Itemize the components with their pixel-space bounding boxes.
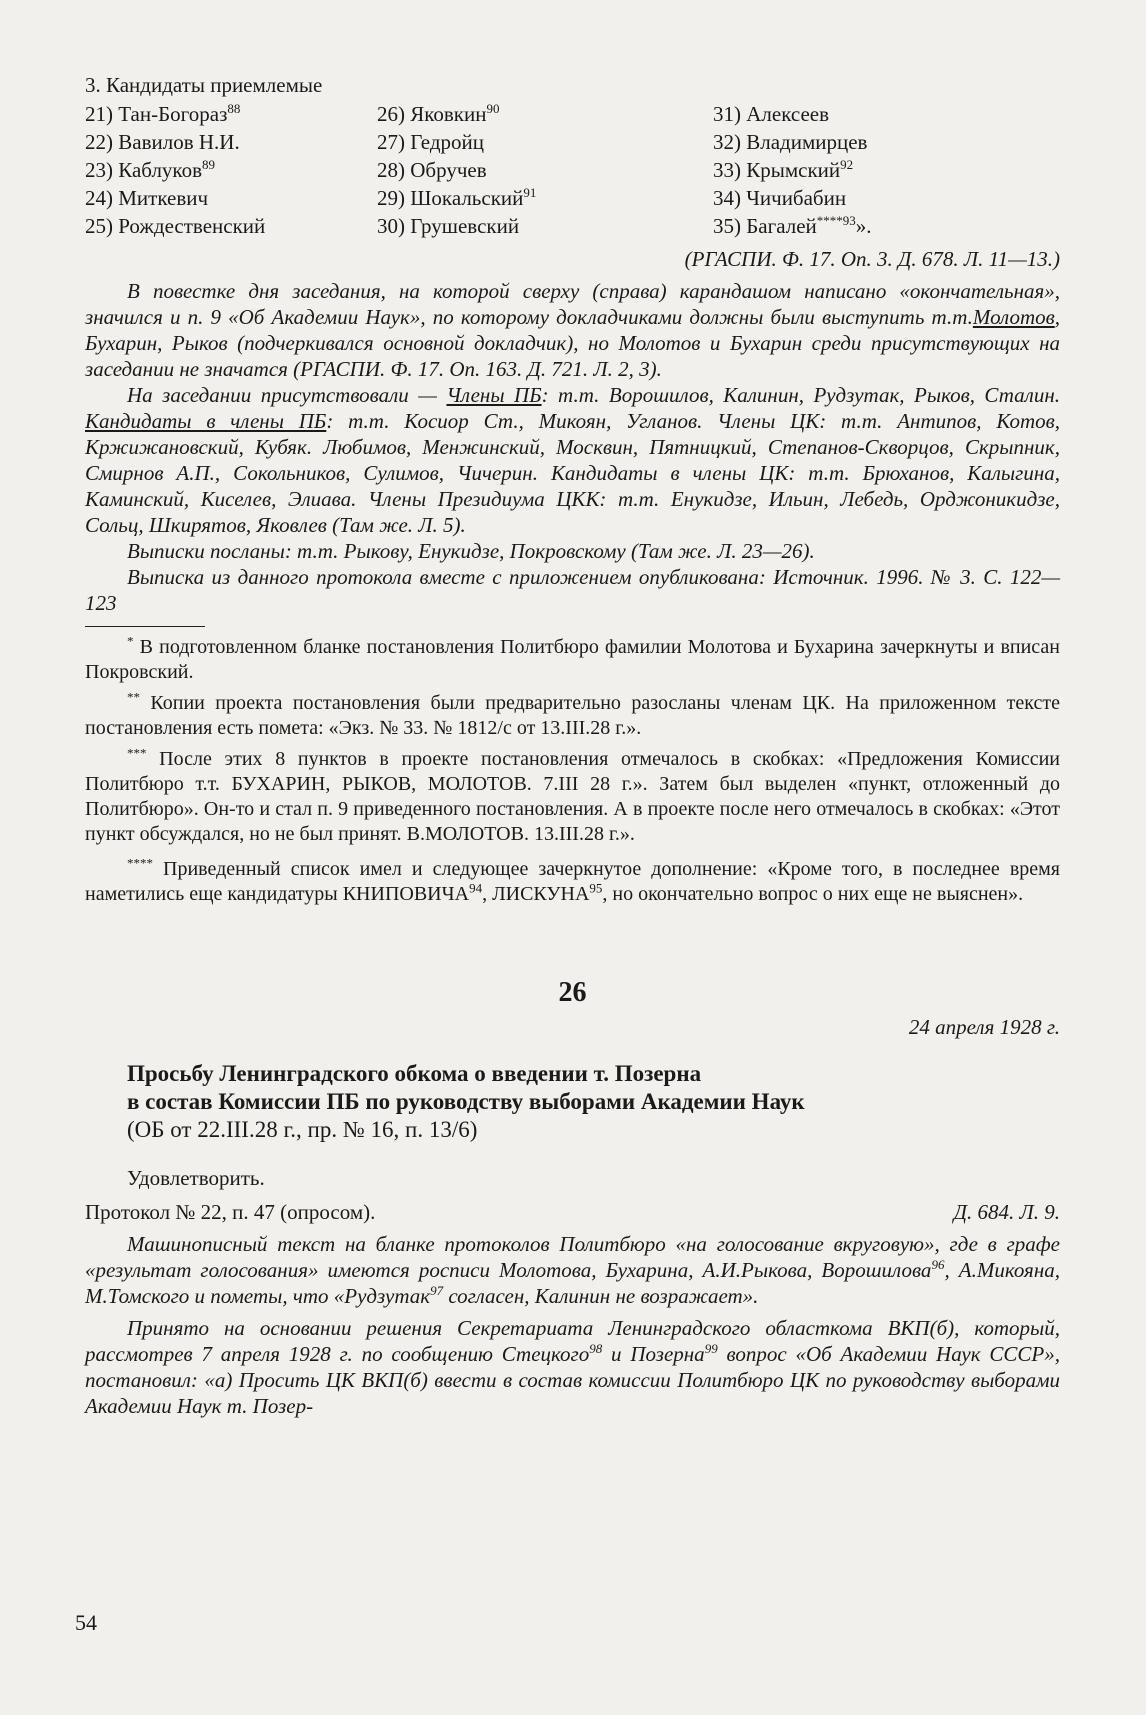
candidate-28: 28) Обручев: [377, 158, 487, 182]
footnote-4: **** Приведенный список имел и следующее зачеркнутое дополнение: «Кроме того, в последнее время наметились еще кандидатуры КНИПОВИЧА$^{94}$, ЛИСКУНА$^{95}$, но окончательно вопрос о них еще не выяснен».: [85, 855, 1060, 905]
footnote-1: * В подготовленном бланке постановления Политбюро фамилии Молотова и Бухарина зачеркнуты и вписан Покровский.: [85, 633, 1060, 683]
candidate-33: 33) Крымский$^{92}$: [713, 157, 854, 182]
comment-typescript: Машинописный текст на бланке протоколов Политбюро «на голосование вкруговую», где в графе «результат голосования» имеются росписи Молотова, Бухарина, А.И.Рыкова, Ворошилова$^{96}$, А.Микояна, М.Томского и пометы, что «Рудзутак$^{97}$ согласен, Калинин не возражает».: [85, 1232, 1060, 1308]
candidate-24: 24) Миткевич: [85, 186, 209, 210]
document-title-line2: в состав Комиссии ПБ по руководству выборами Академии Наук: [127, 1089, 805, 1114]
page-number: 54: [75, 1610, 97, 1635]
candidate-30: 30) Грушевский: [377, 214, 520, 238]
comment-basis: Принято на основании решения Секретариата Ленинградского областкома ВКП(б), который, рассмотрев 7 апреля 1928 г. по сообщению Стецкого$^{98}$ и Позерна$^{99}$ вопрос «Об Академии Наук СССР», постановил: «а) Просить ЦК ВКП(б) ввести в состав комиссии Политбюро ЦК по руководству выборами Академии Наук т. Позер-: [85, 1316, 1060, 1418]
document-page: [85, 72, 1060, 1419]
candidate-32: 32) Владимирцев: [713, 130, 868, 154]
candidate-31: 31) Алексеев: [713, 102, 830, 126]
document-date: 24 апреля 1928 г.: [908, 1015, 1060, 1039]
document-title-line1: Просьбу Ленинградского обкома о введении т. Позерна: [127, 1061, 702, 1086]
document-number: 26: [558, 977, 587, 1008]
footnote-3: *** После этих 8 пунктов в проекте постановления отмечалось в скобках: «Предложения Комиссии Политбюро т.т. БУХАРИН, РЫКОВ, МОЛОТОВ. 7.III 28 г.». Затем был выделен «пункт, отложенный до Политбюро». Он-то и стал п. 9 приведенного постановления. А в проекте после него отмечалось в скобках: «Этот пункт обсуждался, но не был принят. В.МОЛОТОВ. 13.III.28 г.».: [85, 745, 1061, 845]
candidate-35: 35) Багалей$^{****93}$».: [713, 213, 872, 238]
candidates-list: [85, 100, 1060, 240]
candidate-27: 27) Гедройц: [377, 130, 484, 154]
protocol-text: Протокол № 22, п. 47 (опросом).: [85, 1200, 376, 1224]
source-reference: (РГАСПИ. Ф. 17. Оп. 3. Д. 678. Л. 11—13.): [684, 247, 1060, 271]
footnote-2: ** Копии проекта постановления были предварительно разосланы членам ЦК. На приложенном тексте постановления есть помета: «Экз. № 33. № 1812/с от 13.III.28 г.».: [85, 689, 1061, 739]
document-title-sub: (ОБ от 22.III.28 г., пр. № 16, п. 13/6): [127, 1117, 478, 1142]
candidates-heading: 3. Кандидаты приемлемые: [85, 73, 323, 97]
note-publication: Выписка из данного протокола вместе с приложением опубликована: Источник. 1996. № 3. С. 122—123: [85, 565, 1060, 615]
candidate-26: 26) Яковкин$^{90}$: [377, 101, 500, 126]
candidate-34: 34) Чичибабин: [713, 186, 847, 210]
candidate-22: 22) Вавилов Н.И.: [85, 130, 240, 154]
archive-ref: Д. 684. Л. 9.: [953, 1200, 1060, 1224]
note-attendees: На заседании присутствовали — Члены ПБ: т.т. Ворошилов, Калинин, Рудзутак, Рыков, Сталин. Кандидаты в члены ПБ: т.т. Косиор Ст., Микоян, Угланов. Члены ЦК: т.т. Антипов, Котов, Кржижановский, Кубяк. Любимов, Менжинский, Москвин, Пятницкий, Степанов-Скворцов, Скрыпник, Смирнов А.П., Сокольников, Сулимов, Чичерин. Кандидаты в члены ЦК: т.т. Брюханов, Калыгина, Каминский, Киселев, Элиава. Члены Президиума ЦКК: т.т. Енукидзе, Ильин, Лебедь, Орджоникидзе, Сольц, Шкирятов, Яковлев (Там же. Л. 5).: [85, 383, 1060, 537]
note-extracts: Выписки посланы: т.т. Рыкову, Енукидзе, Покровскому (Там же. Л. 23—26).: [127, 539, 815, 563]
note-agenda: В повестке дня заседания, на которой сверху (справа) карандашом написано «окончательная», значился и п. 9 «Об Академии Наук», по которому докладчиками должны были выступить т.т.Молотов, Бухарин, Рыков (подчеркивался основной докладчик), но Молотов и Бухарин среди присутствующих на заседании не значатся (РГАСПИ. Ф. 17. Оп. 163. Д. 721. Л. 2, 3).: [85, 279, 1060, 381]
candidate-21: 21) Тан-Богораз$^{88}$: [85, 101, 241, 126]
protocol-row: [85, 1199, 1060, 1225]
footnote-divider: [85, 626, 205, 627]
candidate-25: 25) Рождественский: [85, 214, 266, 238]
candidate-29: 29) Шокальский$^{91}$: [377, 185, 537, 210]
decision-text: Удовлетворить.: [127, 1166, 265, 1190]
candidate-23: 23) Каблуков$^{89}$: [85, 157, 215, 182]
